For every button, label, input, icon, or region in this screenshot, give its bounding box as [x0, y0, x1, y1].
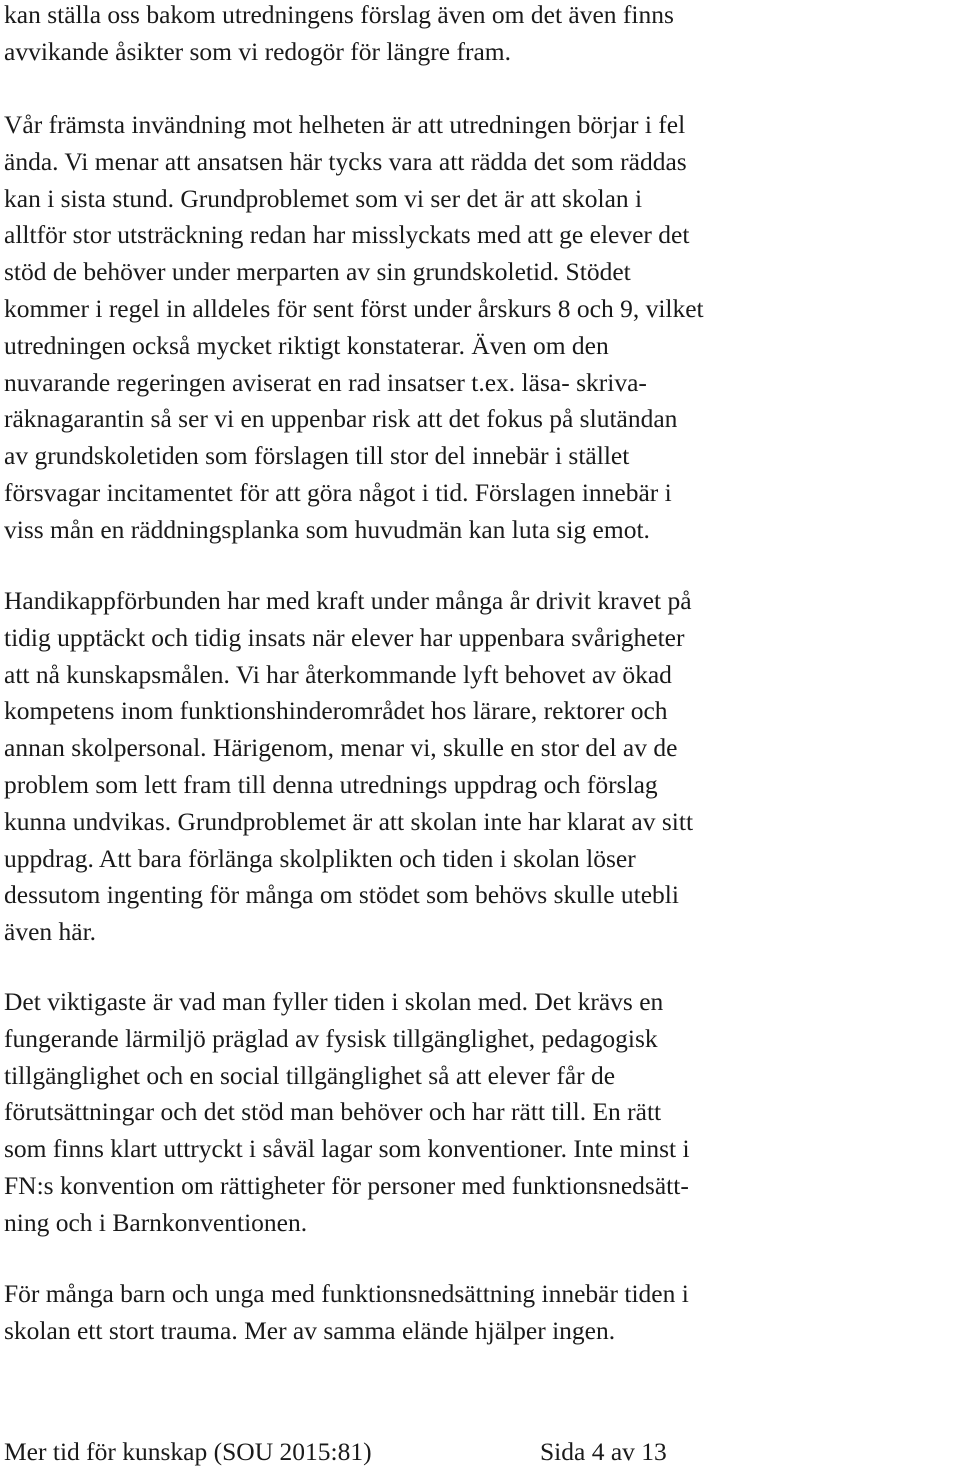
text-line: uppdrag. Att bara förlänga skolplikten och tiden i skolan löser [4, 843, 636, 873]
text-line: förutsättningar och det stöd man behöver och har rätt till. En rätt [4, 1097, 662, 1127]
text-line: dessutom ingenting för många om stödet som behövs skulle utebli [4, 880, 679, 910]
text-line: viss mån en räddningsplanka som huvudmän kan luta sig emot. [4, 514, 650, 544]
paragraph-1 [4, 0, 674, 71]
footer-page-number: Sida 4 av 13 [540, 1437, 667, 1466]
text-line: räknagarantin så ser vi en uppenbar risk att det fokus på slutändan [4, 404, 678, 434]
text-line: även här. [4, 917, 97, 947]
paragraph-3 [4, 583, 693, 951]
text-line: kunna undvikas. Grundproblemet är att skolan inte har klarat av sitt [4, 806, 694, 836]
text-line: utredningen också mycket riktigt konstaterar. Även om den [4, 330, 609, 360]
text-line: fungerande lärmiljö präglad av fysisk tillgänglighet, pedagogisk [4, 1023, 658, 1053]
paragraph-4 [4, 984, 690, 1242]
text-line: Handikappförbunden har med kraft under många år drivit kravet på [4, 586, 692, 615]
text-line: Vår främsta invändning mot helheten är att utredningen börjar i fel [4, 110, 686, 139]
text-line: FN:s konvention om rättigheter för personer med funktionsnedsätt- [4, 1170, 689, 1200]
text-line: alltför stor utsträckning redan har misslyckats med att ge elever det [4, 220, 690, 250]
text-line: kommer i regel in alldeles för sent först under årskurs 8 och 9, vilket [4, 293, 704, 323]
text-line: av grundskoletiden som förslagen till stor del innebär i stället [4, 441, 630, 471]
text-line: kan i sista stund. Grundproblemet som vi ser det är att skolan i [4, 183, 643, 213]
text-line: kan ställa oss bakom utredningens förslag även om det även finns [4, 0, 674, 29]
text-line: tidig upptäckt och tidig insats när elever har uppenbara svårigheter [4, 622, 685, 652]
footer-document-title: Mer tid för kunskap (SOU 2015:81) [4, 1437, 372, 1466]
text-line: att nå kunskapsmålen. Vi har återkommande lyft behovet av ökad [4, 659, 672, 689]
text-line: stöd de behöver under merparten av sin grundskoletid. Stödet [4, 257, 631, 287]
text-line: Det viktigaste är vad man fyller tiden i skolan med. Det krävs en [4, 987, 664, 1016]
text-line: nuvarande regeringen aviserat en rad insatser t.ex. läsa- skriva- [4, 367, 647, 397]
text-line: För många barn och unga med funktionsnedsättning innebär tiden i [4, 1279, 689, 1308]
text-line: skolan ett stort trauma. Mer av samma elände hjälper ingen. [4, 1315, 616, 1345]
text-line: avvikande åsikter som vi redogör för längre fram. [4, 36, 511, 66]
paragraph-5 [4, 1276, 689, 1350]
text-line: försvagar incitamentet för att göra något i tid. Förslagen innebär i [4, 477, 672, 507]
text-line: annan skolpersonal. Härigenom, menar vi, skulle en stor del av de [4, 733, 678, 763]
text-line: tillgänglighet och en social tillgänglighet så att elever får de [4, 1060, 616, 1090]
paragraph-2 [4, 107, 704, 549]
text-line: ända. Vi menar att ansatsen här tycks vara att rädda det som räddas [4, 146, 687, 176]
text-line: problem som lett fram till denna utrednings uppdrag och förslag [4, 769, 658, 799]
text-line: kompetens inom funktionshinderområdet hos lärare, rektorer och [4, 696, 668, 726]
text-line: som finns klart uttryckt i såväl lagar som konventioner. Inte minst i [4, 1134, 690, 1164]
text-line: ning och i Barnkonventionen. [4, 1207, 308, 1237]
